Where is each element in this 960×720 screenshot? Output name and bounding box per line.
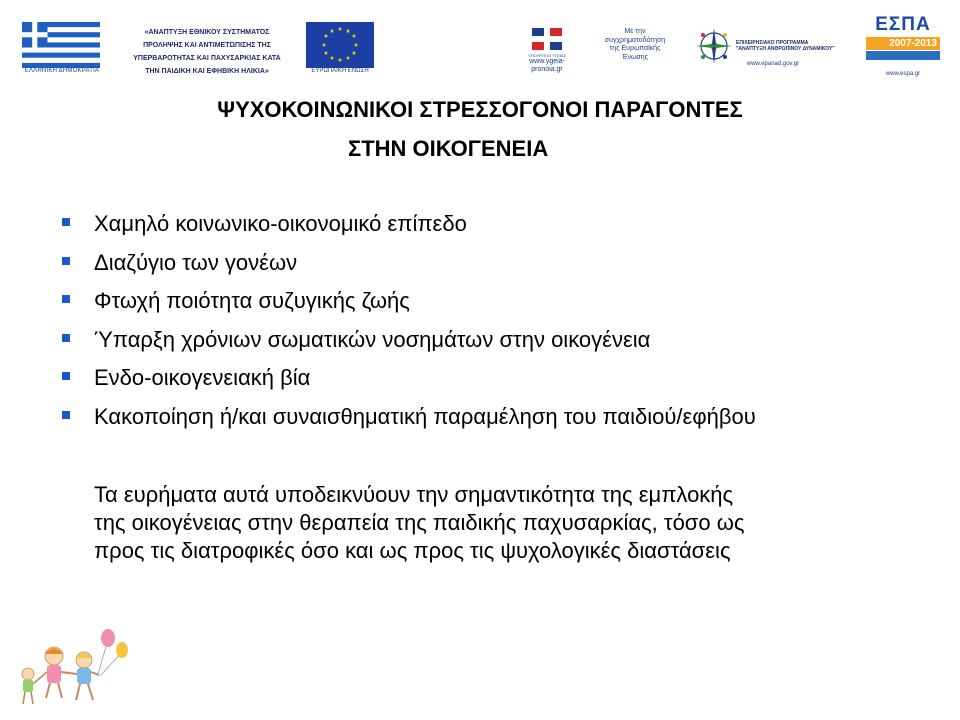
square-bullet-icon bbox=[62, 334, 70, 342]
list-item-text: Ενδο-οικογενειακή βία bbox=[94, 365, 311, 390]
svg-text:★: ★ bbox=[337, 57, 343, 64]
program-title-line: ΥΠΕΡΒΑΡΟΤΗΤΑΣ ΚΑΙ ΠΑΧΥΣΑΡΚΙΑΣ ΚΑΤΑ bbox=[133, 55, 281, 62]
health-ministry-url-line: pronoia.gr bbox=[531, 66, 563, 73]
eu-flag-logo bbox=[306, 22, 374, 68]
operational-programme-title bbox=[736, 40, 848, 52]
svg-text:★: ★ bbox=[329, 55, 335, 62]
list-item-text: Χαμηλό κοινωνικο-οικονομικό επίπεδο bbox=[94, 211, 467, 236]
svg-text:★: ★ bbox=[353, 42, 359, 49]
health-ministry-icon bbox=[530, 24, 564, 54]
list-item-text: Φτωχή ποιότητα συζυγικής ζωής bbox=[94, 288, 410, 313]
cofinanced-line: Ένωσης bbox=[621, 53, 649, 61]
cofinanced-line: Με την bbox=[624, 28, 646, 35]
list-item bbox=[62, 364, 756, 403]
health-ministry-url bbox=[518, 58, 576, 74]
program-title-line: ΤΗΝ ΠΑΙΔΙΚΗ ΚΑΙ ΕΦΗΒΙΚΗ ΗΛΙΚΙΑ» bbox=[145, 68, 269, 75]
cofinanced-text bbox=[592, 28, 678, 62]
list-item bbox=[62, 326, 756, 365]
square-bullet-icon bbox=[62, 372, 70, 380]
conclusion-line: της οικογένειας στην θεραπεία της παιδικής παχυσαρκίας, τόσο ως bbox=[94, 510, 745, 535]
svg-text:★: ★ bbox=[321, 42, 327, 49]
health-ministry-url-line: www.ygeia- bbox=[529, 58, 565, 65]
list-item bbox=[62, 403, 756, 442]
conclusion-line: Τα ευρήματα αυτά υποδεικνύουν την σημαντικότητα της εμπλοκής bbox=[94, 482, 734, 507]
espa-logo-title: ΕΣΠΑ bbox=[875, 14, 931, 35]
list-item bbox=[62, 249, 756, 288]
espa-url: www.espa.gr bbox=[885, 71, 921, 77]
svg-text:★: ★ bbox=[323, 33, 329, 40]
slide-title-line-1: ΨΥΧΟΚΟΙΝΩΝΙΚΟΙ ΣΤΡΕΣΣΟΓΟΝΟΙ ΠΑΡΑΓΟΝΤΕΣ bbox=[217, 97, 743, 122]
svg-text:★: ★ bbox=[345, 55, 351, 62]
espa-logo-years: 2007-2013 bbox=[889, 38, 937, 49]
cofinanced-line: της Ευρωπαϊκής bbox=[609, 45, 661, 52]
conclusion-line: προς τις διατροφικές όσο και ως προς τις ψυχολογικές διαστάσεις bbox=[94, 538, 731, 563]
svg-text:★: ★ bbox=[329, 28, 335, 35]
svg-text:★: ★ bbox=[337, 26, 343, 33]
list-item-text: Ύπαρξη χρόνιων σωματικών νοσημάτων στην οικογένεια bbox=[94, 326, 651, 352]
eu-flag-caption: ΕΥΡΩΠΑΪΚΗ ΕΝΩΣΗ bbox=[311, 68, 369, 74]
stress-factors-list bbox=[62, 210, 756, 441]
list-item bbox=[62, 210, 756, 249]
square-bullet-icon bbox=[62, 295, 70, 303]
health-ministry-caption: ΥΠΟΥΡΓΕΙΟ ΥΓΕΙΑΣ bbox=[528, 53, 566, 58]
square-bullet-icon bbox=[62, 218, 70, 226]
svg-text:★: ★ bbox=[345, 28, 351, 35]
children-with-balloons-illustration bbox=[14, 628, 134, 712]
program-title bbox=[118, 26, 296, 78]
operational-programme-line: ΕΠΙΧΕΙΡΗΣΙΑΚΟ ΠΡΟΓΡΑΜΜΑ bbox=[736, 40, 809, 46]
svg-text:★: ★ bbox=[351, 50, 357, 57]
list-item-text: Διαζύγιο των γονέων bbox=[94, 249, 298, 275]
greek-flag-logo bbox=[22, 22, 100, 68]
square-bullet-icon bbox=[62, 411, 70, 419]
list-item bbox=[62, 287, 756, 326]
square-bullet-icon bbox=[62, 257, 70, 265]
cofinanced-line: συγχρηματοδότηση bbox=[604, 36, 666, 44]
operational-programme-url: www.epanad.gov.gr bbox=[746, 61, 800, 67]
slide-title-line-2: ΣΤΗΝ ΟΙΚΟΓΕΝΕΙΑ bbox=[348, 136, 549, 161]
list-item-text: Κακοποίηση ή/και συναισθηματική παραμέληση του παιδιού/εφήβου bbox=[94, 403, 756, 429]
program-title-line: «ΑΝΑΠΤΥΞΗ ΕΘΝΙΚΟΥ ΣΥΣΤΗΜΑΤΟΣ bbox=[144, 29, 270, 36]
program-title-line: ΠΡΟΛΗΨΗΣ ΚΑΙ ΑΝΤΙΜΕΤΩΠΙΣΗΣ ΤΗΣ bbox=[143, 42, 271, 49]
espa-logo-strip bbox=[866, 51, 940, 60]
svg-text:★: ★ bbox=[323, 50, 329, 57]
conclusion-paragraph bbox=[94, 481, 924, 565]
operational-programme-icon bbox=[694, 26, 734, 66]
svg-text:★: ★ bbox=[351, 33, 357, 40]
operational-programme-line: "ΑΝΑΠΤΥΞΗ ΑΝΘΡΩΠΙΝΟΥ ΔΥΝΑΜΙΚΟΥ" bbox=[736, 46, 835, 52]
greek-flag-caption: ΕΛΛΗΝΙΚΗ ΔΗΜΟΚΡΑΤΙΑ bbox=[24, 68, 100, 74]
